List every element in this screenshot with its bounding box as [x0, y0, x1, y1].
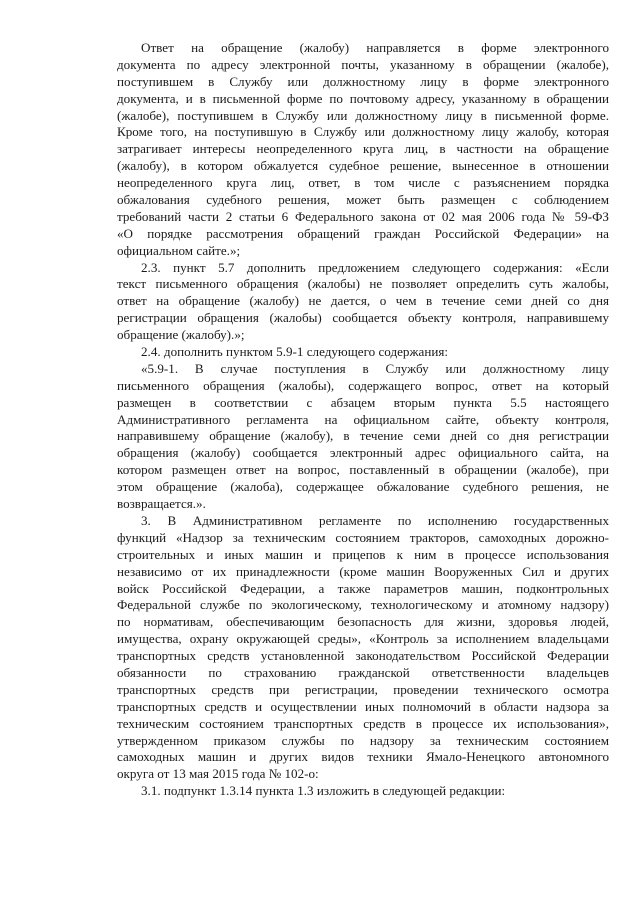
text-line: строительных и иных машин и прицепов к ним в процессе использования — [117, 546, 609, 562]
text-line: по нормативам, обеспечивающим безопасность для жизни, здоровья людей, — [117, 614, 609, 630]
text-line: Ответ на обращение (жалобу) направляется в форме электронного — [141, 40, 609, 55]
text-line: независимо от их принадлежности (кроме машин Вооруженных Сил и других — [117, 563, 609, 579]
text-line: требований части 2 статьи 6 Федерального закона от 02 мая 2006 года № 59-ФЗ — [117, 208, 609, 224]
text-line: котором размещен ответ на вопрос, поставленный в обращении (жалобе), при — [117, 462, 609, 478]
text-line: самоходных машин и других видов техники Ямало-Ненецкого автономного — [117, 749, 609, 765]
text-line: утвержденном приказом службы по надзору за техническим состоянием — [117, 732, 609, 748]
text-line: письменного обращения (жалобы), содержащего вопрос, ответ на который — [117, 377, 609, 393]
text-line: документа по адресу электронной почты, указанному в обращении (жалобе), — [117, 56, 609, 72]
text-line: 2.3. пункт 5.7 дополнить предложением следующего содержания: «Если — [141, 259, 609, 275]
text-line: неопределенного круга лиц, ответ, в том числе с разъяснением порядка — [117, 175, 609, 191]
text-line: ответ на обращение (жалобу) не дается, о чем в течение семи дней со дня — [117, 293, 609, 309]
text-line: Кроме того, на поступившую в Службу или должностному лицу жалобу, которая — [117, 124, 609, 140]
text-line: обращение (жалобу).»; — [117, 327, 245, 343]
document-body-text — [117, 40, 609, 800]
text-line: официальном сайте.»; — [117, 242, 241, 258]
text-line: регистрации обращения (жалобы) сообщается объекту контроля, направившему — [117, 310, 609, 326]
text-line: «О порядке рассмотрения обращений граждан Российской Федерации» на — [117, 225, 609, 241]
text-line: 3. В Административном регламенте по исполнению государственных — [141, 512, 609, 528]
text-line: поступившем в Службу или должностному лицу в форме электронного — [117, 73, 609, 89]
text-line: размещен в соответствии с абзацем вторым пункта 5.5 настоящего — [117, 394, 609, 410]
text-line: транспортных средств установленной законодательством Российской Федерации — [117, 648, 609, 664]
text-line: Административного регламента на официальном сайте, объекту контроля, — [117, 411, 609, 427]
text-line: направившему обращение (жалобу), в течение семи дней со дня регистрации — [117, 428, 609, 444]
text-line: (жалобе), поступившем в Службу или должностному лицу в письменной форме. — [117, 107, 609, 123]
text-line: затрагивает интересы неопределенного круга лиц, в частности на обращение — [117, 141, 609, 157]
text-line: транспортных средств и осуществлении иных полномочий в области надзора за — [117, 698, 609, 714]
text-line: «5.9-1. В случае поступления в Службу или должностному лицу — [141, 360, 609, 376]
text-line: 3.1. подпункт 1.3.14 пункта 1.3 изложить в следующей редакции: — [141, 783, 506, 799]
text-line: Федеральной службе по экологическому, технологическому и атомному надзору) — [117, 597, 609, 613]
text-line: транспортных средств при регистрации, проведении технического осмотра — [117, 681, 609, 697]
text-line: округа от 13 мая 2015 года № 102-о: — [117, 766, 319, 782]
text-line: обжалования судебного решения, может быть размещен с соблюдением — [117, 192, 609, 208]
text-line: техническим состоянием транспортных средств в процессе их использования», — [117, 715, 609, 731]
text-line: обращения (жалобу) сообщается электронный адрес официального сайта, на — [117, 445, 609, 461]
text-line: этом обращение (жалоба), содержащее обжалование судебного решения, не — [117, 479, 609, 495]
text-line: войск Российской Федерации, а также параметров машин, подконтрольных — [117, 580, 609, 596]
text-line: функций «Надзор за техническим состоянием тракторов, самоходных дорожно- — [117, 529, 609, 545]
text-line: обязанности по страхованию гражданской ответственности владельцев — [117, 664, 609, 680]
text-line: 2.4. дополнить пунктом 5.9-1 следующего содержания: — [141, 344, 448, 360]
text-line: документа, и в письменной форме по почтовому адресу, указанному в обращении — [117, 90, 609, 106]
text-line: текст письменного обращения (жалобы) не позволяет определить суть жалобы, — [117, 276, 609, 292]
text-line: возвращается.». — [117, 496, 206, 512]
text-line: (жалобу), в котором обжалуется судебное решение, вынесенное в отношении — [117, 158, 609, 174]
text-line: имущества, охрану окружающей среды», «Контроль за исполнением владельцами — [117, 631, 609, 647]
